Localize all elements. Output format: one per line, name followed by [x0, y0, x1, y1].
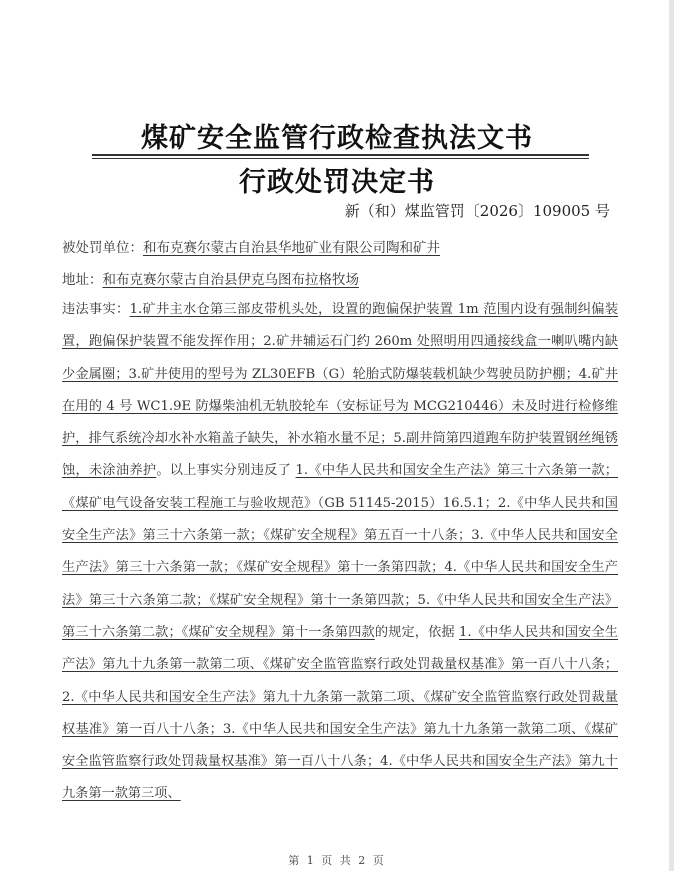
- violation-facts-paragraph: [62, 294, 618, 811]
- violation-facts: 1.矿井主水仓第三部皮带机头处，设置的跑偏保护装置 1m 范围内设有强制纠偏装置，跑偏保护装置不能发挥作用；2.矿井辅运石门约 260m 处照明用四通接线盒一喇叭嘴内缺少金属圈；3.矿井使用的型号为 ZL30EFB（G）轮胎式防爆装载机缺少驾驶员防护棚；4.矿井在用的 4 号 WC1.9E 防爆柴油机无轨胶轮车（安标证号为 MCG210446）未及时进行检修维护，排气系统冷却水补水箱盖子缺失，补水箱水量不足；5.副井筒第四道跑车防护装置钢丝绳锈蚀，未涂油养护: [62, 302, 619, 479]
- page-indicator: 第 1 页 共 2 页: [288, 854, 386, 867]
- title-divider-thin: [92, 158, 589, 159]
- document-number: 新（和）煤监管罚〔2026〕109005 号: [344, 202, 610, 220]
- legal-basis: 1.《中华人民共和国安全生产法》第九十九条第一款第二项、《煤矿安全监管监察行政处罚裁量权基准》第一百八十八条；2.《中华人民共和国安全生产法》第九十九条第一款第二项、《煤矿安全监管监察行政处罚裁量权基准》第一百八十八条；3.《中华人民共和国安全生产法》第九十九条第一款第二项、《煤矿安全监管监察行政处罚裁量权基准》第一百八十八条；4.《中华人民共和国安全生产法》第九十九条第一款第三项、: [62, 624, 618, 802]
- address-value: 和布克赛尔蒙古自治县伊克乌图布拉格牧场: [102, 272, 359, 288]
- address-field: [62, 268, 359, 288]
- penalized-unit-field: [62, 236, 440, 256]
- title-divider-thick: [92, 154, 589, 156]
- violation-label: 违法事实：: [62, 302, 130, 317]
- address-label: 地址：: [62, 272, 103, 288]
- basis-connector: 的规定，依据: [374, 624, 459, 640]
- document-subtitle: 行政处罚决定书: [239, 167, 435, 198]
- penalized-unit-label: 被处罚单位：: [62, 240, 143, 256]
- penalized-unit-value: 和布克赛尔蒙古自治县华地矿业有限公司陶和矿井: [143, 240, 440, 256]
- violated-provisions: 1.《中华人民共和国安全生产法》第三十六条第一款；《煤矿电气设备安装工程施工与验收规范》（GB 51145-2015）16.5.1；2.《中华人民共和国安全生产法》第三十六条第一款；《煤矿安全规程》第五百一十八条；3.《中华人民共和国安全生产法》第三十六条第一款；《煤矿安全规程》第十一条第四款；4.《中华人民共和国安全生产法》第三十六条第二款；《煤矿安全规程》第十一条第四款；5.《中华人民共和国安全生产法》第三十六条第二款；《煤矿安全规程》第十一条第四款: [62, 463, 618, 640]
- violation-connector: 。以上事实分别违反了: [156, 463, 296, 479]
- document-title: 煤矿安全监管行政检查执法文书: [141, 123, 533, 154]
